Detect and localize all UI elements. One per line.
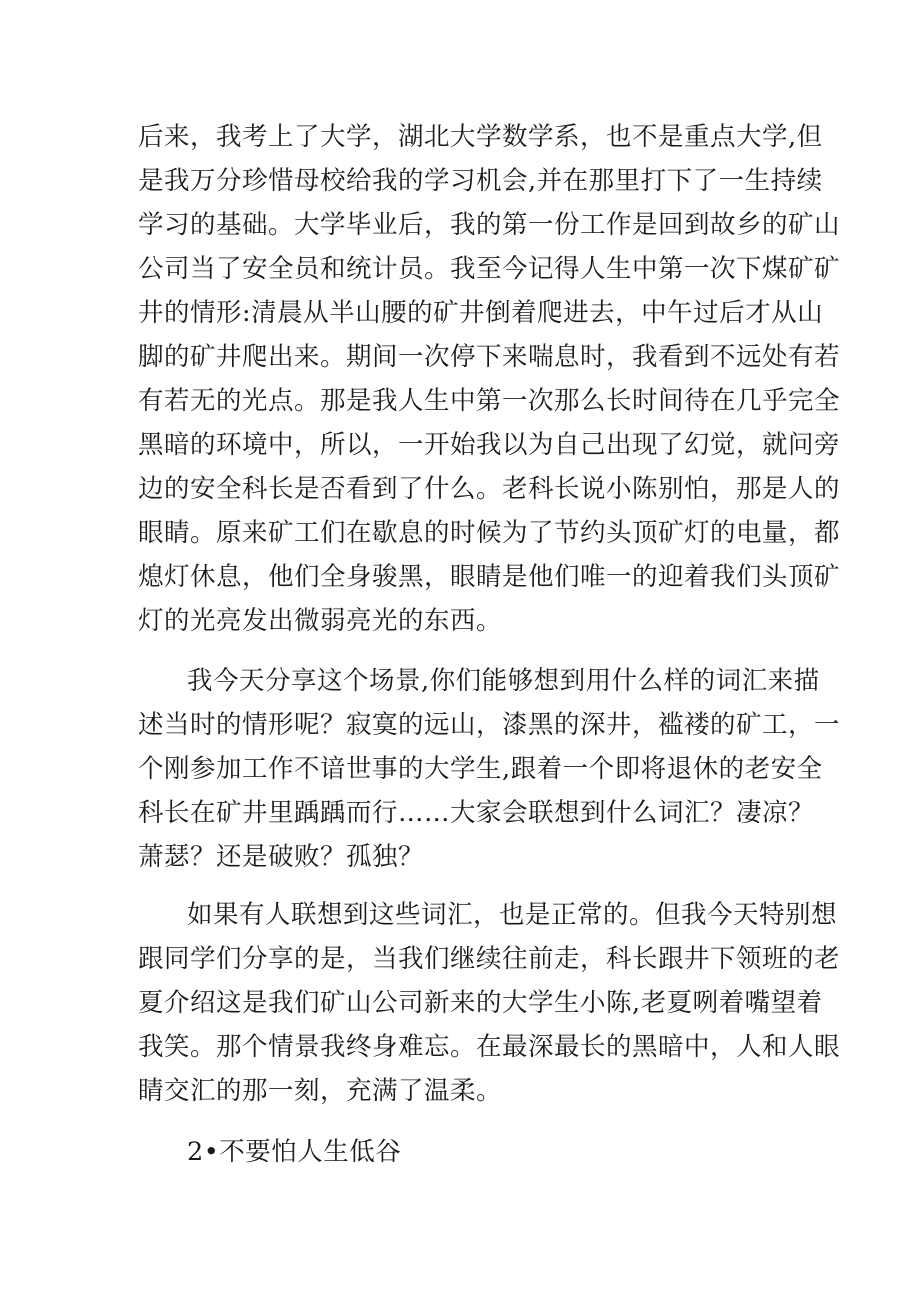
text-line: 熄灯休息，他们全身骏黑，眼睛是他们唯一的迎着我们头顶矿 — [138, 562, 841, 592]
text-line: 后来，我考上了大学，湖北大学数学系，也不是重点大学,但 — [138, 122, 823, 152]
text-line: 黑暗的环境中，所以，一开始我以为自己出现了幻觉，就问旁 — [138, 430, 841, 460]
text-line: 是我万分珍惜母校给我的学习机会,并在那里打下了一生持续 — [138, 166, 823, 196]
text-line: 夏介绍这是我们矿山公司新来的大学生小陈,老夏咧着嘴望着 — [138, 988, 823, 1018]
text-line: 灯的光亮发出微弱亮光的东西。 — [138, 606, 503, 636]
text-line: 科长在矿井里踽踽而行……大家会联想到什么词汇？凄凉？ — [138, 798, 815, 828]
text-line: 萧瑟？还是破败？孤独？ — [138, 842, 425, 872]
text-line: 边的安全科长是否看到了什么。老科长说小陈别怕，那是人的 — [138, 474, 841, 504]
text-line: 有若无的光点。那是我人生中第一次那么长时间待在几乎完全 — [138, 386, 841, 416]
text-line: 我笑。那个情景我终身难忘。在最深最长的黑暗中，人和人眼 — [138, 1032, 841, 1062]
text-line: 公司当了安全员和统计员。我至今记得人生中第一次下煤矿矿 — [138, 254, 841, 284]
text-line: 井的情形:清晨从半山腰的矿井倒着爬进去，中午过后才从山 — [138, 298, 824, 328]
text-line: 述当时的情形呢？寂寞的远山，漆黑的深井，褴褛的矿工，一 — [138, 710, 841, 740]
text-line: 跟同学们分享的是，当我们继续往前走，科长跟井下领班的老 — [138, 944, 841, 974]
text-line: 眼睛。原来矿工们在歇息的时候为了节约头顶矿灯的电量，都 — [138, 518, 841, 548]
text-line: 脚的矿井爬出来。期间一次停下来喘息时，我看到不远处有若 — [138, 342, 841, 372]
text-line: 睛交汇的那一刻，充满了温柔。 — [138, 1076, 503, 1106]
text-line: 如果有人联想到这些词汇，也是正常的。但我今天特别想 — [187, 900, 838, 930]
section-heading: 2•不要怕人生低谷 — [187, 1137, 402, 1167]
text-line: 我今天分享这个场景,你们能够想到用什么样的词汇来描 — [187, 666, 820, 696]
text-line: 个刚参加工作不谙世事的大学生,跟着一个即将退休的老安全 — [138, 754, 823, 784]
text-line: 学习的基础。大学毕业后，我的第一份工作是回到故乡的矿山 — [138, 210, 841, 240]
